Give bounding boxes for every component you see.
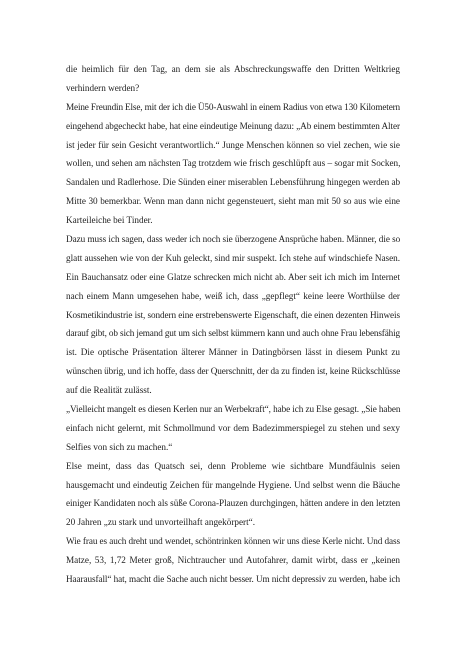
text-line: Selfies von sich zu machen.“: [66, 441, 173, 452]
text-line: „Vielleicht mangelt es diesen Kerlen nur an Werbekraft“, habe ich zu Else gesagt. „Sie haben: [66, 404, 401, 415]
text-line: darauf gibt, ob sich jemand gut um sich selbst kümmern kann und auch ohne Frau lebensfähig: [66, 328, 401, 339]
text-line: Matze, 53, 1,72 Meter groß, Nichtraucher und Autofahrer, damit wirbt, dass er „keinen: [66, 555, 400, 566]
text-line: ist jeder für sein Gesicht verantwortlich.“ Junge Menschen können so viel zechen, wie sie: [66, 139, 400, 150]
text-line: wünschen übrig, und ich hoffe, dass der Querschnitt, der da zu finden ist, keine Rückschlüsse: [66, 366, 401, 377]
text-line: Mitte 30 bemerkbar. Wenn man dann nicht gegensteuert, sieht man mit 50 so aus wie eine: [66, 196, 400, 207]
text-line: ist. Die optische Präsentation älterer Männer in Datingbörsen lässt in diesem Punkt zu: [66, 347, 400, 358]
text-line: wollen, und sehen am nächsten Tag trotzdem wie frisch geschlüpft aus – sogar mit Socken,: [66, 158, 401, 169]
text-line: 20 Jahren „zu stark und unvorteilhaft angekörpert“.: [66, 517, 256, 528]
text-line: Dazu muss ich sagen, dass weder ich noch sie überzogene Ansprüche haben. Männer, die so: [66, 234, 401, 245]
text-line: Else meint, dass das Quatsch sei, denn Probleme wie sichtbare Mundfäulnis seien: [66, 460, 400, 471]
text-line: hausgemacht und eindeutig Zeichen für mangelnde Hygiene. Und selbst wenn die Bäuche: [66, 479, 400, 490]
text-line: auf die Realität zulässt.: [66, 385, 152, 396]
text-line: Ein Bauchansatz oder eine Glatze schrecken mich nicht ab. Aber seit ich mich im Internet: [66, 271, 400, 282]
text-line: einfach nicht gelernt, mit Schmollmund vor dem Badezimmerspiegel zu stehen und sexy: [66, 422, 400, 433]
text-line: Haarausfall“ hat, macht die Sache auch nicht besser. Um nicht depressiv zu werden, habe ich: [66, 574, 400, 585]
text-line: Sandalen und Radlerhose. Die Sünden einer miserablen Lebensführung hingegen werden ab: [66, 177, 400, 188]
text-line: nach einem Mann umgesehen habe, weiß ich, dass „gepflegt“ keine leere Worthülse der: [66, 290, 400, 301]
text-line: Kosmetikindustrie ist, sondern eine erstrebenswerte Eigenschaft, die einen dezenten Hinweis: [66, 309, 400, 320]
text-line: verhindern werden?: [66, 82, 140, 93]
text-line: einiger Kandidaten noch als süße Corona-Plauzen durchgingen, hätten andere in den letzten: [66, 498, 401, 509]
text-line: Karteileiche bei Tinder.: [66, 215, 153, 226]
text-line: glatt aussehen wie von der Kuh geleckt, sind mir suspekt. Ich stehe auf windschiefe Nasen.: [66, 252, 401, 263]
text-line: Meine Freundin Else, mit der ich die Ü50-Auswahl in einem Radius von etwa 130 Kilometern: [66, 101, 400, 112]
text-line: eingehend abgecheckt habe, hat eine eindeutige Meinung dazu: „Ab einem bestimmten Alter: [66, 120, 400, 131]
body-text: [66, 60, 400, 589]
text-line: Wie frau es auch dreht und wendet, schöntrinken können wir uns diese Kerle nicht. Und dass: [66, 536, 400, 547]
text-line: die heimlich für den Tag, an dem sie als Abschreckungswaffe den Dritten Weltkrieg: [66, 64, 400, 74]
